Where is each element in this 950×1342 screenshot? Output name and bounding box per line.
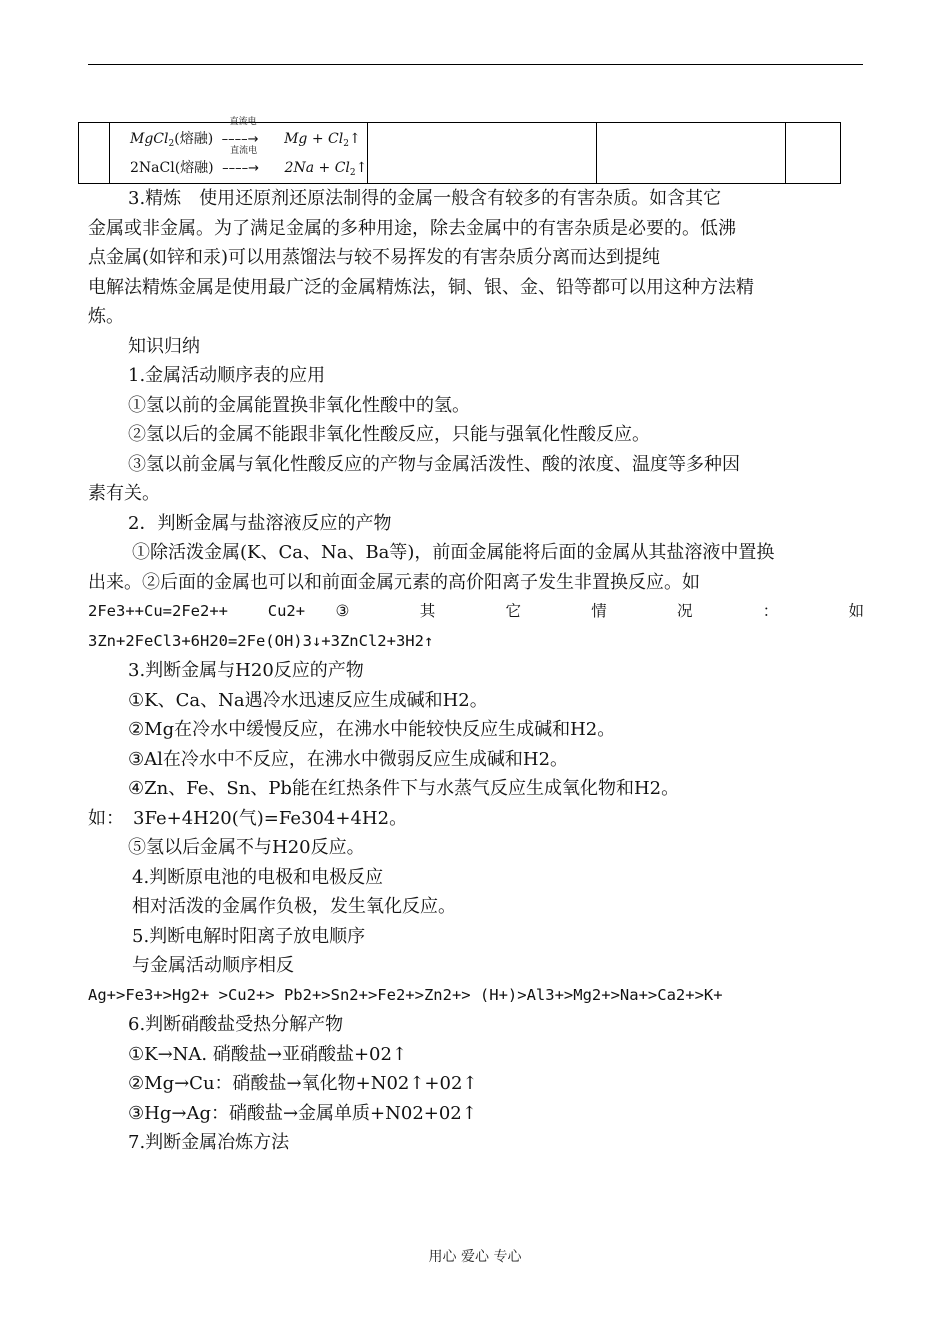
equation-mgcl2: MgCl$_2$(熔融) 直流电 ––––→ $Mg + Cl_2↑$: [130, 125, 367, 154]
page-footer: 用心 爱心 专心: [428, 1249, 522, 1265]
header-rule: [88, 64, 863, 65]
list-item: 相对活泼的金属作负极，发生氧化反应。: [132, 896, 456, 917]
paragraph-line: 3.精炼 使用还原剂还原法制得的金属一般含有较多的有害杂质。如含其它: [128, 188, 722, 209]
list-item: ⑤氢以后金属不与H20反应。: [128, 837, 365, 858]
list-item-continued: 出来。②后面的金属也可以和前面金属元素的高价阳离子发生非置换反应。如: [88, 571, 700, 593]
table-cell: [786, 123, 841, 184]
list-item: ①K→NA. 硝酸盐→亚硝酸盐+02↑: [128, 1043, 408, 1065]
section-heading: 知识归纳: [128, 335, 200, 357]
list-item-continued: 素有关。: [88, 483, 160, 504]
reaction-arrow: 直流电 ––––→: [221, 117, 259, 147]
list-heading: 7.判断金属冶炼方法: [128, 1132, 290, 1153]
paragraph-line: 炼。: [88, 306, 124, 327]
list-heading: 6.判断硝酸盐受热分解产物: [128, 1014, 344, 1035]
list-item: ②氢以后的金属不能跟非氧化性酸反应，只能与强氧化性酸反应。: [128, 424, 650, 445]
paragraph-line: 金属或非金属。为了满足金属的多种用途，除去金属中的有害杂质是必要的。低沸: [88, 217, 736, 239]
document-body: [88, 184, 864, 1158]
paragraph-line: 电解法精炼金属是使用最广泛的金属精炼法，铜、银、金、铅等都可以用这种方法精: [88, 276, 754, 298]
equation-nacl: 2NaCl(熔融) 直流电 ––––→ $2Na + Cl_2↑$: [130, 154, 367, 183]
list-item: ③氢以前金属与氧化性酸反应的产物与金属活泼性、酸的浓度、温度等多种因: [128, 453, 740, 475]
list-heading: 4.判断原电池的电极和电极反应: [132, 866, 384, 888]
table-cell: [597, 123, 786, 184]
list-item: 与金属活动顺序相反: [132, 955, 294, 976]
table-cell: [79, 123, 110, 184]
paragraph-line: 点金属(如锌和汞)可以用蒸馏法与较不易挥发的有害杂质分离而达到提纯: [88, 247, 661, 268]
equation-line: 3Zn+2FeCl3+6H20=2Fe(OH)3↓+3ZnCl2+3H2↑: [88, 631, 434, 650]
list-item: ①氢以前的金属能置换非氧化性酸中的氢。: [128, 394, 470, 416]
list-item: ①除活泼金属(K、Ca、Na、Ba等)，前面金属能将后面的金属从其盐溶液中置换: [132, 542, 775, 563]
ion-order-line: Ag+>Fe3+>Hg2+ >Cu2+> Pb2+>Sn2+>Fe2+>Zn2+> (H+)>Al3+>Mg2+>Na+>Ca2+>K+: [88, 985, 723, 1004]
list-item: ②Mg在冷水中缓慢反应，在沸水中能较快反应生成碱和H2。: [128, 719, 616, 740]
equation-table: [78, 117, 841, 184]
list-heading: 1.金属活动顺序表的应用: [128, 365, 326, 386]
list-heading: 5.判断电解时阳离子放电顺序: [132, 925, 366, 947]
list-item: ②Mg→Cu：硝酸盐→氧化物+N02↑+02↑: [128, 1073, 478, 1094]
list-item: ①K、Ca、Na遇冷水迅速反应生成碱和H2。: [128, 689, 488, 711]
list-item: ③Al在冷水中不反应，在沸水中微弱反应生成碱和H2。: [128, 748, 569, 770]
list-heading: 3.判断金属与H20反应的产物: [128, 660, 364, 681]
list-item: ③Hg→Ag：硝酸盐→金属单质+N02+02↑: [128, 1102, 477, 1124]
equation-cell: [110, 117, 368, 184]
table-row: [79, 123, 841, 184]
list-item: ④Zn、Fe、Sn、Pb能在红热条件下与水蒸气反应生成氧化物和H2。: [128, 778, 680, 799]
table-cell: [368, 123, 597, 184]
list-heading: 2．判断金属与盐溶液反应的产物: [128, 512, 392, 534]
reaction-arrow: 直流电 ––––→: [222, 146, 259, 176]
equation-line: 如： 3Fe+4H20(气)=Fe304+4H2。: [88, 807, 408, 829]
equation-line: 2Fe3++Cu=2Fe2++ Cu2+③ 其 它 情 况 ： 如: [88, 602, 864, 620]
